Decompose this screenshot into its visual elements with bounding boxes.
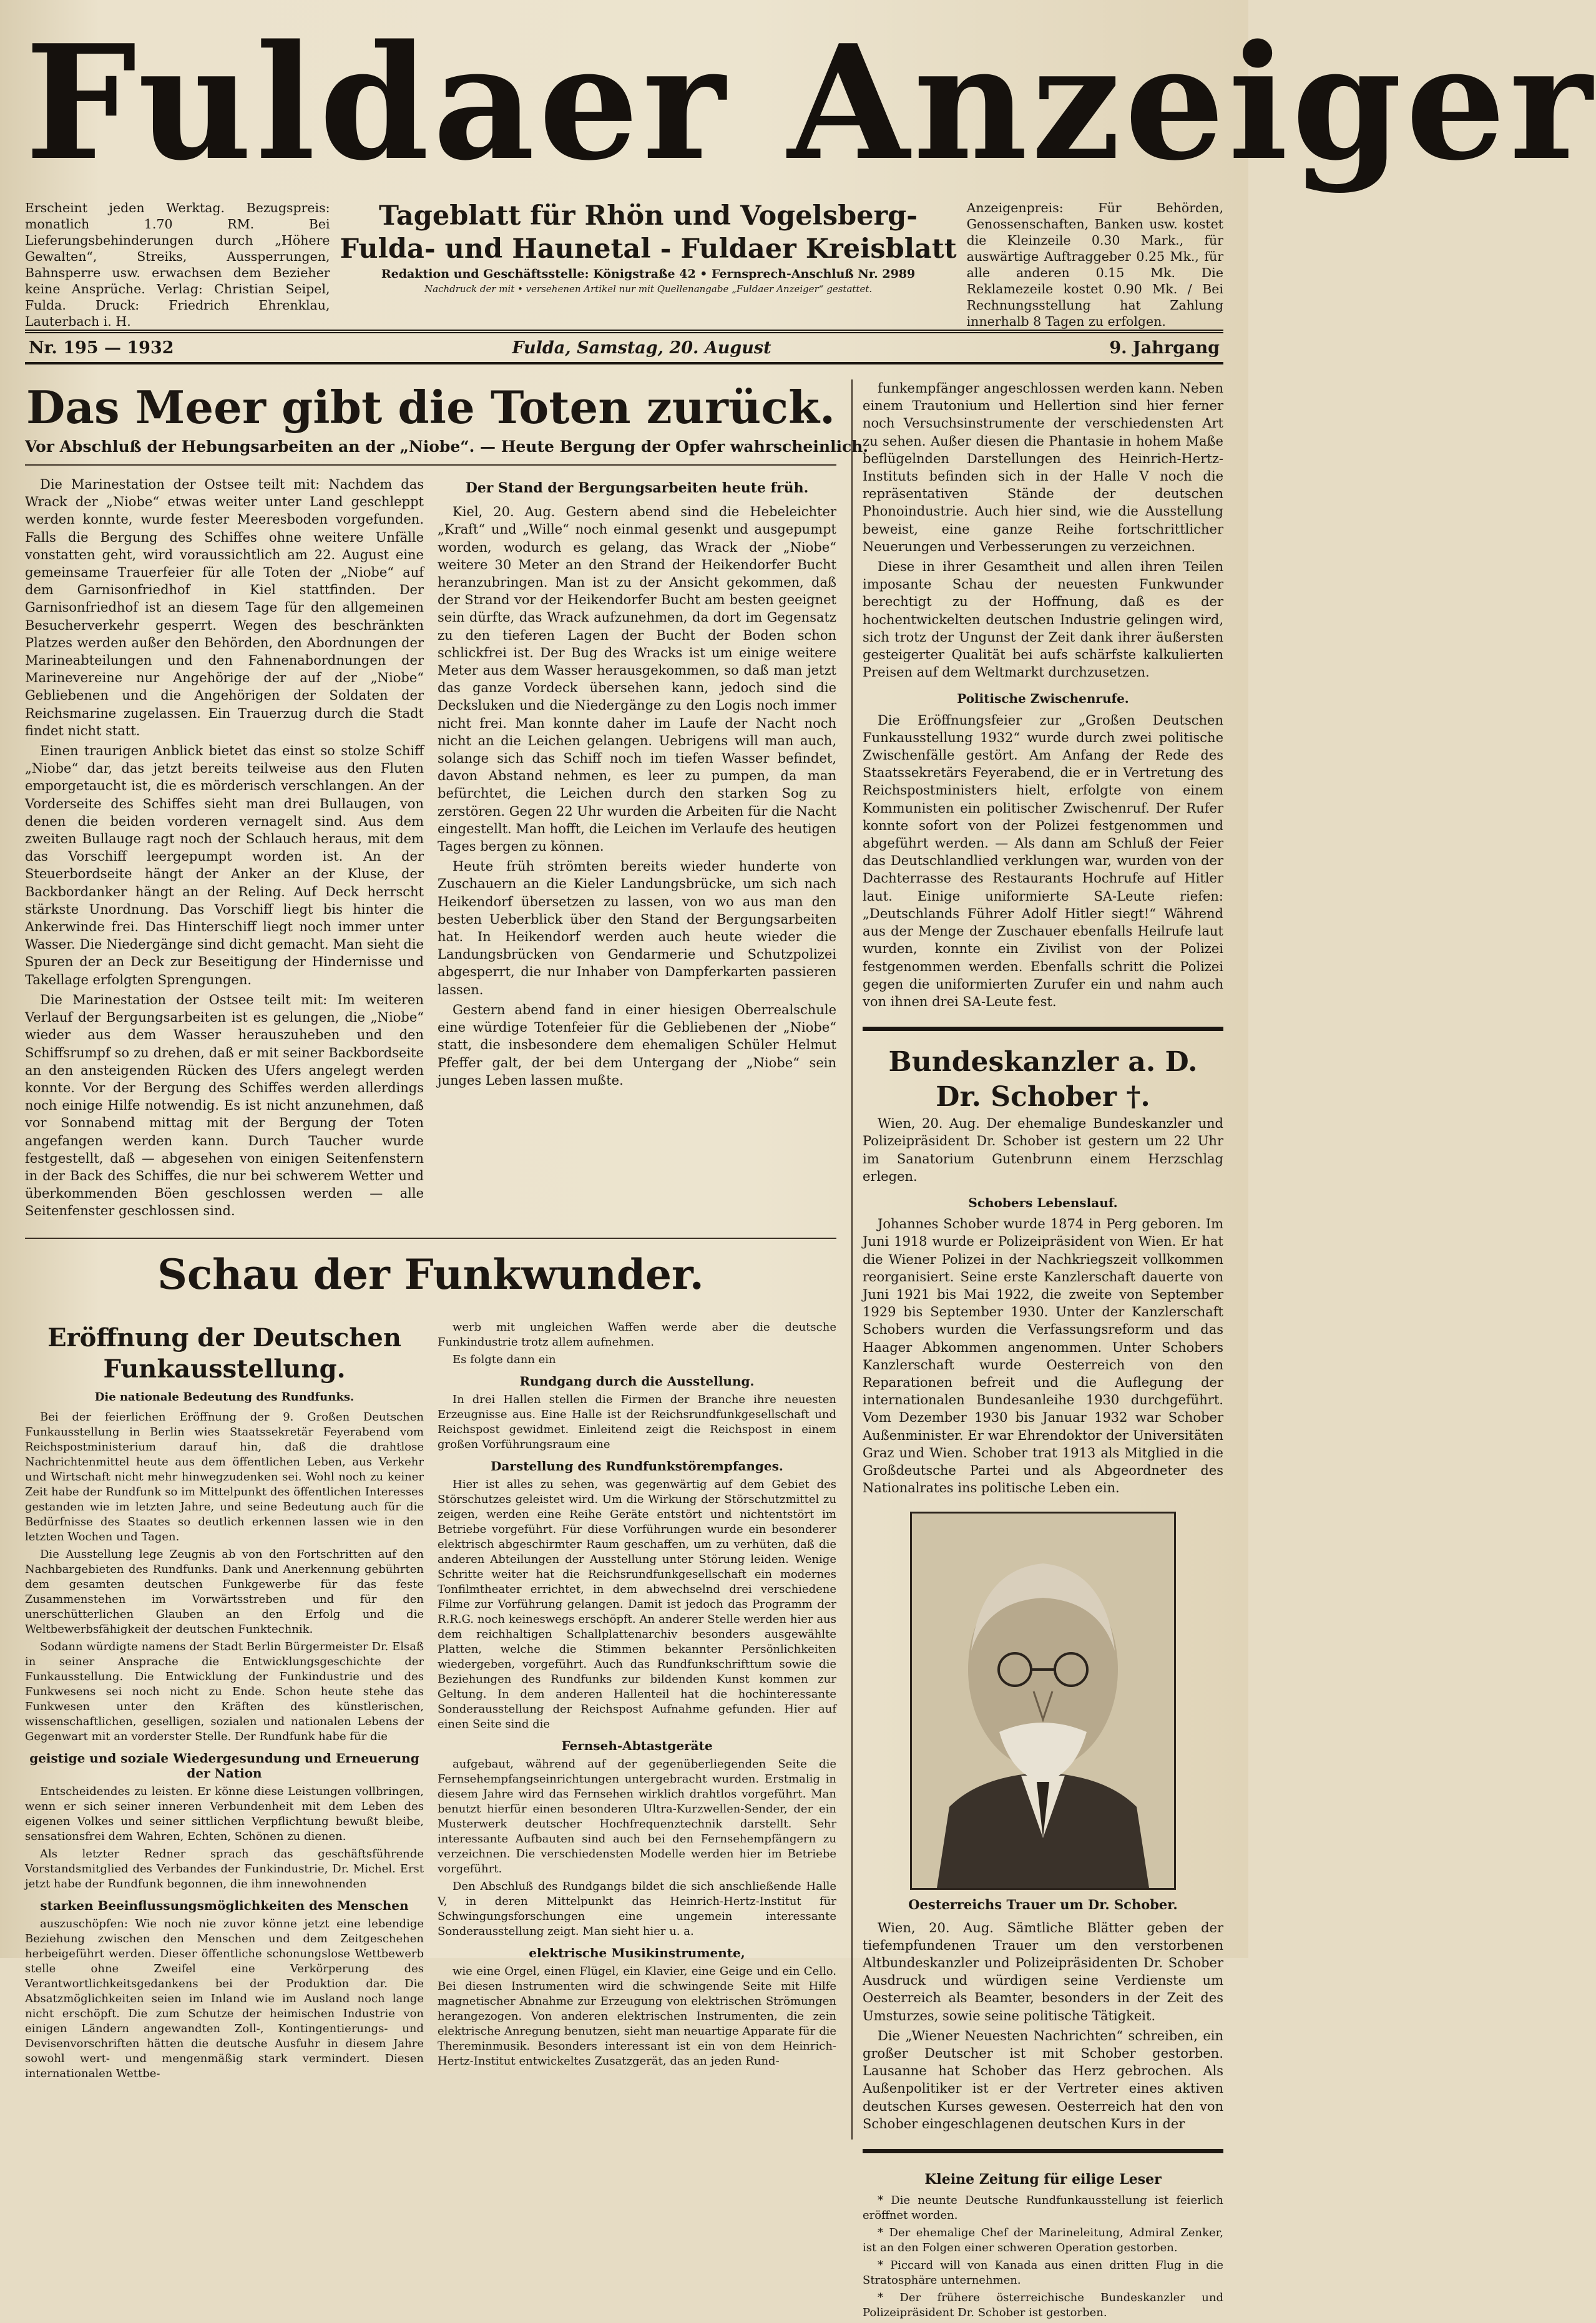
funk-column-2 (438, 1320, 836, 2084)
funk-inline-heading: Rundgang durch die Ausstellung. (519, 1373, 755, 1389)
list-item: * Piccard will von Kanada aus einen dritten Flug in die Stratosphäre unternehmen. (863, 2259, 1223, 2287)
paragraph: In drei Hallen stellen die Firmen der Branche ihre neuesten Erzeugnisse aus. Eine Halle ist der Reichsrundfunkgesellschaft und Reichspost gewidmet. Einleitend zeigt die Reichspost in einem großen Vorführungsraum eine (438, 1392, 836, 1451)
paragraph: Die Marinestation der Ostsee teilt mit: Nachdem das Wrack der „Niobe“ etwas weiter unter Land geschleppt werden konnte, wurde fester Meeresboden vorgefunden. Falls die Bergung des Schiffes ohne weitere Unfälle vonstatten geht, wird voraussichtlich am 22. August eine gemeinsame Trauerfeier für alle Toten der „Niobe“ auf dem Garnisonfriedhof in Kiel stattfinden. Der Garnisonfriedhof ist an diesem Tage für den allgemeinen Besucherverkehr gesperrt. Wegen des beschränkten Platzes werden außer den Behörden, den Abordnungen der Marineabteilungen und den Fahnenabordnungen der Marinevereine nur Angehörige der auf der „Niobe“ Gebliebenen und die Angehörigen der Soldaten der Reichsmarine zugelassen. Ein Trauerzug durch die Stadt findet nicht statt. (25, 477, 424, 738)
paragraph: Diese in ihrer Gesamtheit und allen ihren Teilen imposante Schau der neuesten Funkwunder berechtigt zu der Hoffnung, daß es der hochentwickelten deutschen Industrie gelingen wird, sich trotz der Ungunst der Zeit dank ihrer äußersten gesteigerter Qualität bei aufs schärfste kalkulierten Preisen auf dem Weltmarkt durchzusetzen. (863, 559, 1223, 680)
issue-number: Nr. 195 — 1932 (29, 338, 174, 358)
masthead-title: Fuldaer Anzeiger (25, 11, 1596, 195)
schober-headline: Bundeskanzler a. D. Dr. Schober †. (888, 1046, 1198, 1113)
paragraph: Gestern abend fand in einer hiesigen Oberrealschule eine würdige Totenfeier für die Gebliebenen der „Niobe“ statt, die insbesondere dem ehemaligen Schüler Helmut Pfeffer galt, der bei dem Untergang der „Niobe“ sein junges Leben lassen mußte. (438, 1002, 836, 1088)
portrait-caption: Oesterreichs Trauer um Dr. Schober. (908, 1897, 1178, 1913)
funk-inline-heading: starken Beeinflussungsmöglichkeiten des Menschen (40, 1897, 409, 1913)
right-column (851, 379, 1223, 2320)
niobe-column-2 (438, 476, 836, 1223)
paragraph: Entscheidendes zu leisten. Er könne diese Leistungen vollbringen, wenn er sich seiner inneren Verbundenheit mit dem Leben des eigenen Volkes und seiner sittlichen Verpflichtung bewußt bleibe, sensationsfrei dem Wahren, Echten, Schönen zu dienen. (25, 1784, 424, 1843)
paragraph: Johannes Schober wurde 1874 in Perg geboren. Im Juni 1918 wurde er Polizeipräsident von Wien. Er hat die Wiener Polizei in der Nachkriegszeit vollkommen reorganisiert. Seine erste Kanzlerschaft dauerte von Juni 1921 bis Mai 1922, die zweite von September 1929 bis September 1930. Unter der Kanzlerschaft Schobers wurden die Verfassungsreform und das Haager Abkommen angenommen. Unter Schobers Kanzlerschaft wurde Oesterreich von den Reparationen befreit und die Auflegung der internationalen Bundesanleihe 1930 durchgeführt. Vom Dezember 1930 bis Januar 1932 war Schober Außenminister. Er war Ehrendoktor der Universitäten Graz und Wien. Schober trat 1913 als Mitglied in die Großdeutsche Partei und als Abgeordneter des Nationalrates ins politische Leben ein. (863, 1216, 1223, 1496)
editorial-address: Redaktion und Geschäftsstelle: Königstraße 42 • Fernsprech-Anschluß Nr. 2989 (381, 267, 916, 281)
list-item: * Die neunte Deutsche Rundfunkausstellung ist feierlich eröffnet worden. (863, 2194, 1223, 2223)
paragraph: Es folgte dann ein (453, 1352, 556, 1366)
volume-year: 9. Jahrgang (1109, 338, 1220, 358)
subtitle-line-1: Tageblatt für Rhön und Vogelsberg- (379, 200, 918, 232)
paragraph: Wien, 20. Aug. Der ehemalige Bundeskanzler und Polizeipräsident Dr. Schober ist gestern um 22 Uhr im Sanatorium Gutenbrunn einem Herzschlag erlegen. (863, 1116, 1223, 1184)
masthead-center (340, 200, 957, 325)
main-articles (25, 379, 869, 2140)
funk-headline: Schau der Funkwunder. (157, 1250, 704, 1299)
advertising-info: Anzeigenpreis: Für Behörden, Genossenschaften, Banken usw. kostet die Kleinzeile 0.30 Mark., für auswärtige Auftraggeber 0.25 Mk., für alle anderen 0.15 Mk. Die Reklamezeile kostet 0.90 Mk. / Bei Rechnungsstellung hat Zahlung innerhalb 8 Tagen zu erfolgen. (966, 200, 1223, 329)
subscription-info: Erscheint jeden Werktag. Bezugspreis: monatlich 1.70 RM. Bei Lieferungsbehinderungen durch „Höhere Gewalten“, Streiks, Aussperrungen, Bahnsperre usw. erwachsen dem Bezieher keine Ansprüche. Verlag: Christian Seipel, Fulda. Druck: Friedrich Ehrenklau, Lauterbach i. H. (25, 200, 330, 329)
paragraph: Die Marinestation der Ostsee teilt mit: Im weiteren Verlauf der Bergungsarbeiten ist es gelungen, die „Niobe“ wieder aus dem Wasser herauszuheben und den Schiffsrumpf so zu drehen, daß er mit seiner Backbordseite an den ansteigenden Rücken des Ufers angelegt werden konnte. Vor der Bergung des Schiffes werden allerdings noch einige Hilfe notwendig. Es ist nicht anzunehmen, daß vor Sonnabend mittag mit der Bergung der Toten angefangen werden kann. Durch Taucher wurde festgestellt, daß — abgesehen von einigen Seitenfenstern in der Back des Schiffes, die nur bei schwerem Wetter und überkommenden Böen geschlossen werden — alle Seitenfenster geschlossen sind. (25, 992, 424, 1219)
dateline (25, 330, 1223, 364)
bio-heading: Schobers Lebenslauf. (968, 1195, 1118, 1210)
schober-portrait (910, 1512, 1176, 1890)
paragraph: Kiel, 20. Aug. Gestern abend sind die Hebeleichter „Kraft“ und „Wille“ noch einmal gesenkt und ausgepumpt worden, wodurch es gelang, das Wrack der „Niobe“ weitere 30 Meter an den Strand der Heikendorfer Bucht heranzubringen. Man ist zu der Ansicht gekommen, daß der Strand vor der Heikendorfer Bucht am besten geeignet sein dürfte, das Wrack aufzunehmen, da dort im Gegensatz zu den tieferen Lagen der Bucht der Boden schon schlickfrei ist. Der Bug des Wracks ist um einige weitere Meter aus dem Wasser herausgekommen, so daß man jetzt das ganze Vordeck übersehen kann, jedoch sind die Decksluken und die Niedergänge zu den Logis noch immer nicht frei. Man konnte daher im Laufe der Nacht noch nicht an die Leichen gelangen. Uebrigens will man auch, solange sich das Schiff noch im tiefen Wasser befindet, davon Abstand nehmen, es leer zu pumpen, da man befürchtet, die Leichen durch den starken Sog zu zerstören. Gegen 22 Uhr wurden die Arbeiten für die Nacht eingestellt. Man hofft, die Leichen im Verlaufe des heutigen Tages bergen zu können. (438, 504, 836, 854)
paragraph: wie eine Orgel, einen Flügel, ein Klavier, eine Geige und ein Cello. Bei diesen Instrumenten wird die schwingende Seite mit Hilfe magnetischer Abnahme zur Erzeugung von elektrischen Strömungen herangezogen. Von anderen elektrischen Instrumenten, die zein elektrische Anregung benutzen, sieht man neuartige Apparate für die Thereminmusik. Besonders interessant ist ein von dem Heinrich-Hertz-Institut entwickeltes Zusatzgerät, das an jeden Rund- (438, 1964, 836, 2068)
brief-news-heading: Kleine Zeitung für eilige Leser (924, 2171, 1162, 2188)
paragraph: Die Eröffnungsfeier zur „Großen Deutschen Funkausstellung 1932“ wurde durch zwei politische Zwischenfälle gestört. Am Anfang der Rede des Staatssekretärs Feyerabend, die er in Vertretung des Reichspostministers hielt, erfolgte von einem Kommunisten ein politischer Zwischenruf. Der Rufer konnte sofort von der Polizei festgenommen und abgeführt werden. — Als dann am Schluß der Feier das Deutschlandlied verklungen war, wurden von der Dachterrasse des Restaurants Hochrufe auf Hitler laut. Einige uniformierte SA-Leute riefen: „Deutschlands Führer Adolf Hitler siegt!“ Während aus der Menge der Zuschauer ebenfalls Heilrufe laut wurden, konnte ein Zivilist von der Polizei festgenommen werden. Ebenfalls schritt die Polizei gegen die uniformierten Zurufer ein und nahm auch von ihnen drei SA-Leute fest. (863, 712, 1223, 1009)
paragraph: Sodann würdigte namens der Stadt Berlin Bürgermeister Dr. Elsaß in seiner Ansprache die Entwicklungsgeschichte der Funkausstellung. Die Entwicklung der Funkindustrie und des Funkwesens sei noch nicht zu Ende. Schon heute stehe das Funkwesen unter den Kräften des künstlerischen, wissenschaftlichen, geselligen, sozialen und nationalen Lebens der Gegenwart mit an vorderster Stelle. Der Rundfunk habe für die (25, 1640, 424, 1743)
funk-inline-heading: Fernseh-Abtastgeräte (561, 1738, 713, 1753)
paragraph: funkempfänger angeschlossen werden kann. Neben einem Trautonium und Hellertion sind hier ferner noch Versuchsinstrumente der verschiedensten Art zu sehen. Außer diesen die Phantasie in hohem Maße beflügelnden Darstellungen des Heinrich-Hertz-Instituts befinden sich in der Halle V noch die repräsentativen Stände der deutschen Phonoindustrie. Auch hier sind, wie die Ausstellung beweist, eine ganze Reihe fortschrittlicher Neuerungen und Verbesserungen zu verzeichnen. (863, 381, 1223, 554)
section-divider (863, 2149, 1223, 2153)
page-body (25, 379, 1223, 2320)
paragraph: Als letzter Redner sprach das geschäftsführende Vorstandsmitglied des Verbandes der Funkindustrie, Dr. Michel. Erst jetzt habe der Rundfunk begonnen, die ihm innewohnenden (25, 1847, 424, 1890)
portrait-illustration (912, 1514, 1174, 1888)
brief-news-list (863, 2193, 1223, 2323)
paragraph: Wien, 20. Aug. Sämtliche Blätter geben der tiefempfundenen Trauer um den verstorbenen Altbundeskanzler und Polizeipräsidenten Dr. Schober Ausdruck und würdigen seine Verdienste um Oesterreich als Beamter, besonders in der Zeit des Umsturzes, sowie seine politische Tätigkeit. (863, 1920, 1223, 2023)
funk-article (25, 1320, 836, 2084)
paragraph: Hier ist alles zu sehen, was gegenwärtig auf dem Gebiet des Störschutzes geleistet wird. Um die Wirkung der Störschutzmittel zu zeigen, werden eine Reihe Geräte entstört und nichtentstört im Betriebe vorgeführt. Für diese Vorführungen wurde ein besonderer elektrisch abgeschirmter Raum geschaffen, um zu verhüten, daß die anderen Abteilungen der Ausstellung unter Störung leiden. Wenige Schritte weiter hat die Reichsrundfunkgesellschaft ein modernes Tonfilmtheater errichtet, in dem abwechselnd drei verschiedene Filme zur Vorführung gelangen. Damit ist jedoch das Programm der R.R.G. noch keineswegs erschöpft. An anderer Stelle werden hier aus dem reichhaltigen Schallplattenarchiv besonders ausgewählte Platten, welche die Stimmen bekannter Persönlichkeiten wiedergeben, vorgeführt. Auch das Rundfunkschrifttum sowie die Beziehungen des Rundfunks zur bildenden Kunst kommen zur Geltung. In dem anderen Hallenteil hat die hochinteressante Sonderausstellung der Reichspost Aufnahme gefunden. Hier auf einen Seite sind die (438, 1477, 836, 1731)
issue-date: Fulda, Samstag, 20. August (512, 338, 771, 358)
politics-heading: Politische Zwischenrufe. (957, 691, 1129, 707)
funk-inline-heading: Darstellung des Rundfunkstörempfanges. (491, 1458, 783, 1474)
paragraph: werb mit ungleichen Waffen werde aber die deutsche Funkindustrie trotz allem aufnehmen. (438, 1320, 836, 1349)
niobe-subheadline: Vor Abschluß der Hebungsarbeiten an der „Niobe“. — Heute Bergung der Opfer wahrscheinlich. (25, 436, 836, 466)
paragraph: Den Abschluß des Rundgangs bildet die sich anschließende Halle V, in deren Mittelpunkt das Heinrich-Hertz-Institut für Schwingungsforschungen eine ungemein interessante Sonderausstellung zeigt. Man sieht hier u. a. (438, 1879, 836, 1938)
paragraph: Einen traurigen Anblick bietet das einst so stolze Schiff „Niobe“ dar, das jetzt bereits teilweise aus den Fluten emporgetaucht ist, die es mörderisch verschlangen. An der Vorderseite des Schiffes sieht man drei Bullaugen, von denen die beiden vorderen vernagelt sind. Aus dem zweiten Bullauge ragt noch der Schlauch heraus, mit dem das Vorschiff leergepumpt worden ist. An der Steuerbordseite hängt der Anker an der Kluse, der Backbordanker hängt an der Reling. Auf Deck herrscht stärkste Unordnung. Das Vorschiff liegt bis hinter die Ankerwinde frei. Das Hinterschiff liegt noch immer unter Wasser. Die Niedergänge sind dicht gemacht. Man sieht die Spuren der an Deck zur Beseitigung der Hindernisse und Takellage erfolgten Sprengungen. (25, 743, 424, 987)
reprint-note: Nachdruck der mit • versehenen Artikel nur mit Quellenangabe „Fuldaer Anzeiger“ gestattet. (424, 283, 873, 295)
masthead-info-row (25, 200, 1223, 329)
list-item: * Der frühere österreichische Bundeskanzler und Polizeipräsident Dr. Schober ist gestorben. (863, 2291, 1223, 2320)
section-divider (25, 1238, 836, 1239)
funk-inline-heading: elektrische Musikinstrumente, (529, 1945, 745, 1960)
subtitle-line-2: Fulda- und Haunetal - Fuldaer Kreisblatt (340, 233, 957, 265)
funk-column-1 (25, 1320, 424, 2084)
niobe-article (25, 476, 836, 1223)
niobe-column-1 (25, 476, 424, 1223)
paragraph: auszuschöpfen: Wie noch nie zuvor könne jetzt eine lebendige Beziehung zwischen den Menschen und dem Zeitgeschehen herbeigeführt werden. Dieser öffentliche schonungslose Wettbewerb stelle ohne Zweifel eine Verkörperung des Verantwortlichkeitsgedankens bei der Produktion dar. Die Absatzmöglichkeiten seien im Inland wie im Ausland noch lange nicht erschöpft. Die zum Schutze der heimischen Industrie von einigen Ländern angewandten Zoll-, Kontingentierungs- und Devisenvorschriften hätten die deutsche Ausfuhr in diesem Jahre sowohl wert- und mengenmäßig stark vermindert. Diesen internationalen Wettbe- (25, 1917, 424, 2080)
funk-subsubheadline: Die nationale Bedeutung des Rundfunks. (94, 1390, 355, 1404)
niobe-headline: Das Meer gibt die Toten zurück. (26, 381, 836, 434)
list-item: * Der ehemalige Chef der Marineleitung, Admiral Zenker, ist an den Folgen einer schweren Operation gestorben. (863, 2226, 1223, 2255)
paragraph: Bei der feierlichen Eröffnung der 9. Großen Deutschen Funkausstellung in Berlin wies Staatssekretär Feyerabend vom Reichspostministerium darauf hin, daß die drahtlose Nachrichtenmittel heute aus dem öffentlichen Leben, aus Verkehr und Wirtschaft nicht mehr hinwegzudenken sei. Wohl noch zu keiner Zeit habe der Rundfunk so im Mittelpunkt des öffentlichen Interesses gestanden wie im letzten Jahre, und seine Bedeutung auch für die Bedürfnisse des Staates so deutlich erkennen lassen wie in den letzten Wochen und Tagen. (25, 1410, 424, 1543)
paragraph: Heute früh strömten bereits wieder hunderte von Zuschauern an die Kieler Landungsbrücke, um sich nach Heikendorf übersetzen zu lassen, von wo aus man den besten Ueberblick über den Stand der Bergungsarbeiten hat. In Heikendorf werden auch heute wieder die Landungsbrücken von Gendarmerie und Schutzpolizei abgesperrt, die nur Inhaber von Dampferkarten passieren lassen. (438, 859, 836, 997)
paragraph: aufgebaut, während auf der gegenüberliegenden Seite die Fernsehempfangseinrichtungen untergebracht wurden. Erstmalig in diesem Jahre wird das Fernsehen wirklich drahtlos vorgeführt. Man benutzt hierfür einen besonderen Ultra-Kurzwellen-Sender, der ein Musterwerk deutscher Hochfrequenztechnik darstellt. Sehr interessante Aufbauten sind auch bei den Fernsehempfängern zu verzeichnen. Die verschiedensten Modelle werden hier im Betriebe vorgeführt. (438, 1757, 836, 1876)
paragraph: Die Ausstellung lege Zeugnis ab von den Fortschritten auf den Nachbargebieten des Rundfunks. Dank und Anerkennung gebührten dem gesamten deutschen Funkgewerbe für das feste Zusammenstehen im Vorwärtsstreben und für den unerschütterlichen Glauben an den Erfolg und die Weltbewerbsfähigkeit der deutschen Funktechnik. (25, 1547, 424, 1636)
section-divider (863, 1027, 1223, 1031)
paragraph: Die „Wiener Neuesten Nachrichten“ schreiben, ein großer Deutscher ist mit Schober gestorben. Lausanne hat Schober das Herz gebrochen. Als Außenpolitiker ist er der Vertreter eines aktiven deutschen Kurses gewesen. Oesterreich hat den von Schober eingeschlagenen deutschen Kurs in der (863, 2028, 1223, 2131)
niobe-column-heading: Der Stand der Bergungsarbeiten heute früh. (465, 480, 809, 496)
funk-inline-heading: geistige und soziale Wiedergesundung und Erneuerung der Nation (29, 1750, 419, 1781)
funk-subheadline: Eröffnung der Deutschen Funkausstellung. (47, 1323, 401, 1384)
